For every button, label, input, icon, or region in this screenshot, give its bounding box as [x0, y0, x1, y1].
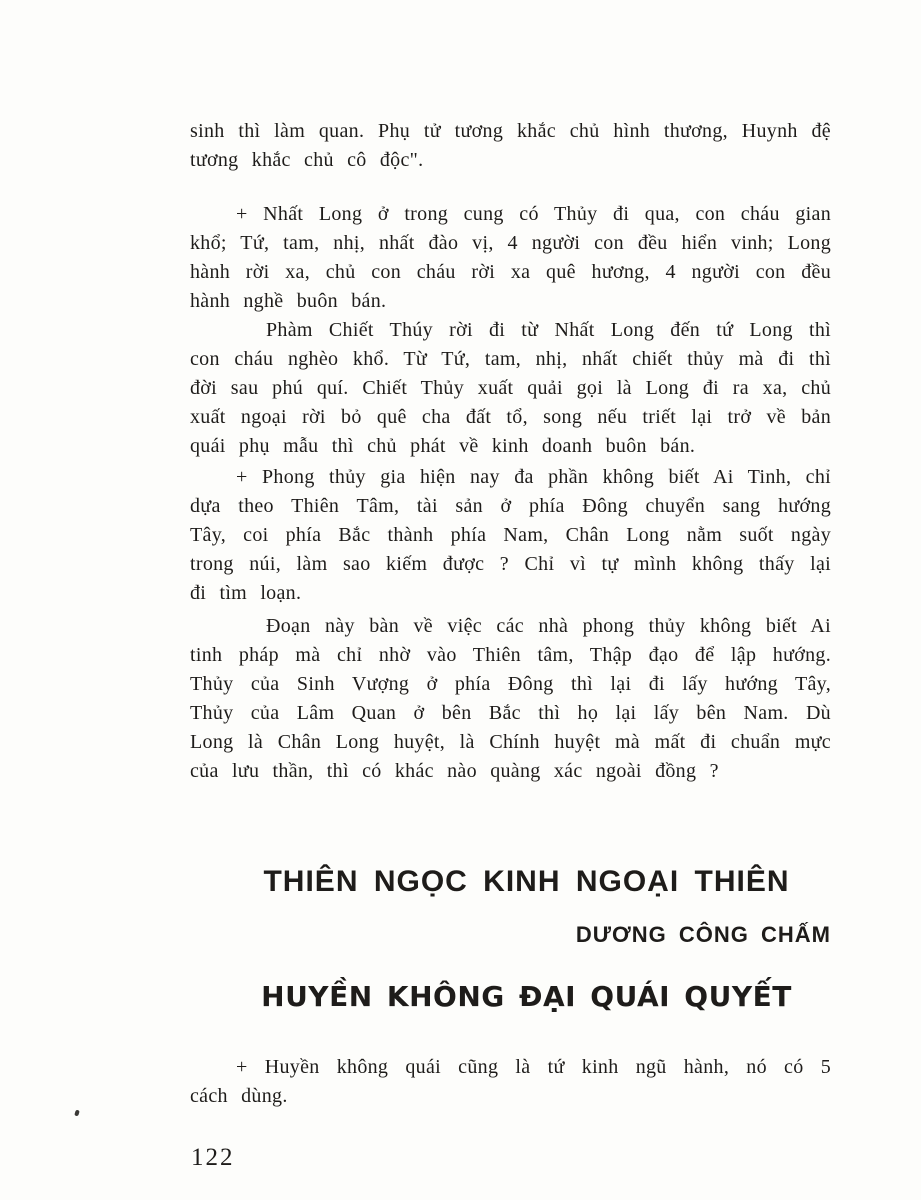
paragraph-doan-nay-ban: Đoạn này bàn về việc các nhà phong thủy không biết Ai tinh pháp mà chỉ nhờ vào Thiên tâm, Thập đạo để lập hướng. Thủy của Sinh Vượng ở phía Đông thì lại đi lấy hướng Tây, Thủy của Lâm Quan ở bên Bắc thì họ lại lấy bên Nam. Dù Long là Chân Long huyệt, là Chính huyệt mà mất đi chuẩn mực của lưu thần, thì có khác nào quàng xác ngoài đồng ?	[190, 615, 831, 782]
paragraph-phong-thuy-gia: + Phong thủy gia hiện nay đa phần không biết Ai Tinh, chỉ dựa theo Thiên Tâm, tài sản ở phía Đông chuyển sang hướng Tây, coi phía Bắc thành phía Nam, Chân Long nằm suốt ngày trong núi, làm sao kiếm được ? Chỉ vì tự mình không thấy lại đi tìm loạn.	[190, 466, 831, 604]
page-body	[190, 117, 831, 1111]
paragraph-continuation: sinh thì làm quan. Phụ tử tương khắc chủ hình thương, Huynh đệ tương khắc chủ cô độc".	[190, 120, 831, 171]
section-subtitle: HUYỀN KHÔNG ĐẠI QUÁI QUYẾT	[261, 980, 792, 1013]
page-number: 122	[191, 1144, 235, 1171]
section-author: DƯƠNG CÔNG CHẤM	[575, 922, 831, 947]
scan-speck	[74, 1110, 80, 1117]
paragraph-nhat-long: + Nhất Long ở trong cung có Thủy đi qua, con cháu gian khổ; Tứ, tam, nhị, nhất đào vị, 4 người con đều hiển vinh; Long hành rời xa, chủ con cháu rời xa quê hương, 4 người con đều hành nghề buôn bán.	[190, 203, 831, 312]
paragraph-huyen-khong-quai: + Huyền không quái cũng là tứ kinh ngũ hành, nó có 5 cách dùng.	[190, 1056, 831, 1107]
paragraph-pham-chiet-thuy: Phàm Chiết Thúy rời đi từ Nhất Long đến tứ Long thì con cháu nghèo khổ. Từ Tứ, tam, nhị, nhất chiết thủy mà đi thì đời sau phú quí. Chiết Thủy xuất quải gọi là Long đi ra xa, chủ xuất ngoại rời bỏ quê cha đất tổ, song nếu triết lại trở về bản quái phụ mẫu thì chủ phát về kinh doanh buôn bán.	[190, 319, 831, 457]
section-title: THIÊN NGỌC KINH NGOẠI THIÊN	[263, 865, 790, 898]
